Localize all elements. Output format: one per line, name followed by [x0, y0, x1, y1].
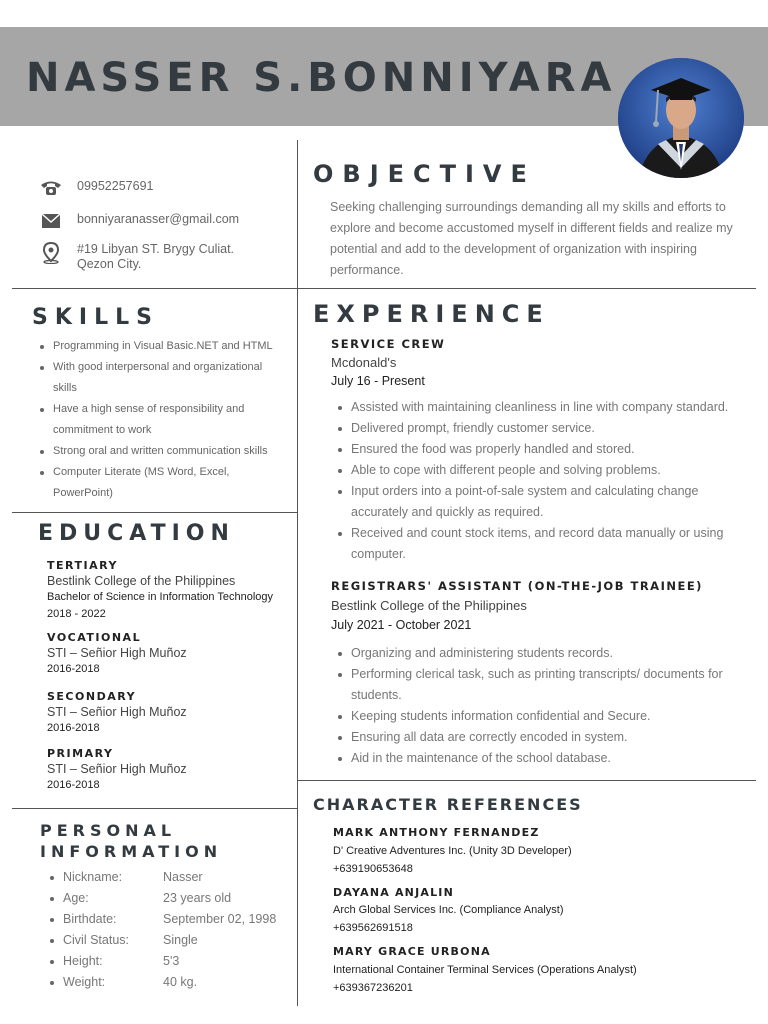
vertical-divider [297, 140, 298, 1006]
list-item: Birthdate: September 02, 1998 [43, 909, 293, 930]
references-title: CHARACTER REFERENCES [313, 795, 583, 814]
list-item: Civil Status: Single [43, 930, 293, 951]
job-role: REGISTRARS' ASSISTANT (ON-THE-JOB TRAINEE) [331, 579, 703, 593]
edu-level: SECONDARY [47, 690, 137, 703]
edu-school: STI – Señior High Muñoz [47, 646, 187, 660]
education-title: EDUCATION [38, 521, 235, 546]
edu-level: PRIMARY [47, 747, 114, 760]
contact-email [40, 212, 239, 230]
list-item: Weight: 40 kg. [43, 972, 293, 993]
divider-education [12, 808, 297, 809]
list-item: Height: 5'3 [43, 951, 293, 972]
job-dates: July 16 - Present [331, 374, 425, 388]
edu-years: 2016-2018 [47, 779, 100, 791]
ref-phone: +639190653648 [333, 863, 413, 875]
job-company: Mcdonald's [331, 355, 397, 370]
list-item: Input orders into a point-of-sale system and calculating change accurately and quickly as required. [331, 481, 741, 523]
ref-org: D' Creative Adventures Inc. (Unity 3D Developer) [333, 845, 572, 857]
ref-phone: +639367236201 [333, 982, 413, 994]
profile-photo [618, 58, 744, 178]
list-item: Keeping students information confidential and Secure. [331, 706, 741, 727]
list-item: Aid in the maintenance of the school database. [331, 748, 741, 769]
list-item: Ensuring all data are correctly encoded in system. [331, 727, 741, 748]
experience-title: EXPERIENCE [313, 300, 550, 328]
list-item: Computer Literate (MS Word, Excel, PowerPoint) [33, 462, 293, 504]
location-pin-icon [40, 242, 62, 260]
objective-text: Seeking challenging surroundings demanding all my skills and efforts to explore and become accustomed myself in different fields and realize my potential and add to the development of organization with inspiring performance. [330, 200, 733, 277]
skills-title: SKILLS [32, 305, 159, 330]
objective-title: OBJECTIVE [313, 160, 536, 188]
personal-title-1: PERSONAL [40, 821, 177, 840]
phone-number: 09952257691 [77, 179, 154, 193]
list-item: Have a high sense of responsibility and commitment to work [33, 399, 293, 441]
skills-list [33, 336, 293, 504]
list-item: With good interpersonal and organizational skills [33, 357, 293, 399]
edu-years: 2016-2018 [47, 722, 100, 734]
edu-level: VOCATIONAL [47, 631, 142, 644]
edu-school: STI – Señior High Muñoz [47, 762, 187, 776]
ref-org: International Container Terminal Services (Operations Analyst) [333, 964, 637, 976]
list-item: Organizing and administering students records. [331, 643, 741, 664]
list-item: Age: 23 years old [43, 888, 293, 909]
list-item: Assisted with maintaining cleanliness in line with company standard. [331, 397, 741, 418]
edu-level: TERTIARY [47, 559, 118, 572]
phone-icon [40, 179, 62, 197]
divider-experience [297, 780, 756, 781]
job-dates: July 2021 - October 2021 [331, 618, 472, 632]
address-line-1: #19 Libyan ST. Brygy Culiat. [77, 242, 235, 256]
list-item: Received and count stock items, and record data manually or using computer. [331, 523, 741, 565]
job-company: Bestlink College of the Philippines [331, 598, 527, 613]
list-item: Performing clerical task, such as printing transcripts/ documents for students. [331, 664, 741, 706]
edu-school: Bestlink College of the Philippines [47, 574, 236, 588]
address-line-2: Qezon City. [77, 257, 142, 271]
divider-contact [12, 288, 756, 289]
mail-icon [40, 212, 62, 230]
divider-skills [12, 512, 297, 513]
edu-school: STI – Señior High Muñoz [47, 705, 187, 719]
list-item: Able to cope with different people and solving problems. [331, 460, 741, 481]
job-duties [331, 397, 741, 565]
ref-org: Arch Global Services Inc. (Compliance Analyst) [333, 904, 564, 916]
job-duties [331, 643, 741, 769]
contact-phone [40, 179, 153, 197]
list-item: Ensured the food was properly handled and stored. [331, 439, 741, 460]
job-role: SERVICE CREW [331, 337, 446, 351]
list-item: Programming in Visual Basic.NET and HTML [33, 336, 293, 357]
edu-years: 2016-2018 [47, 663, 100, 675]
list-item: Nickname: Nasser [43, 867, 293, 888]
ref-name: DAYANA ANJALIN [333, 886, 454, 899]
list-item: Strong oral and written communication skills [33, 441, 293, 462]
contact-address [40, 242, 234, 272]
personal-title-2: INFORMATION [40, 842, 223, 861]
ref-name: MARK ANTHONY FERNANDEZ [333, 826, 540, 839]
edu-course: Bachelor of Science in Information Technology [47, 591, 274, 603]
resume-name: NASSER S.BONNIYARA [26, 55, 617, 101]
list-item: Delivered prompt, friendly customer service. [331, 418, 741, 439]
email-address: bonniyaranasser@gmail.com [77, 212, 240, 226]
personal-list [43, 867, 293, 993]
edu-years: 2018 - 2022 [47, 608, 106, 620]
ref-phone: +639562691518 [333, 922, 413, 934]
ref-name: MARY GRACE URBONA [333, 945, 491, 958]
